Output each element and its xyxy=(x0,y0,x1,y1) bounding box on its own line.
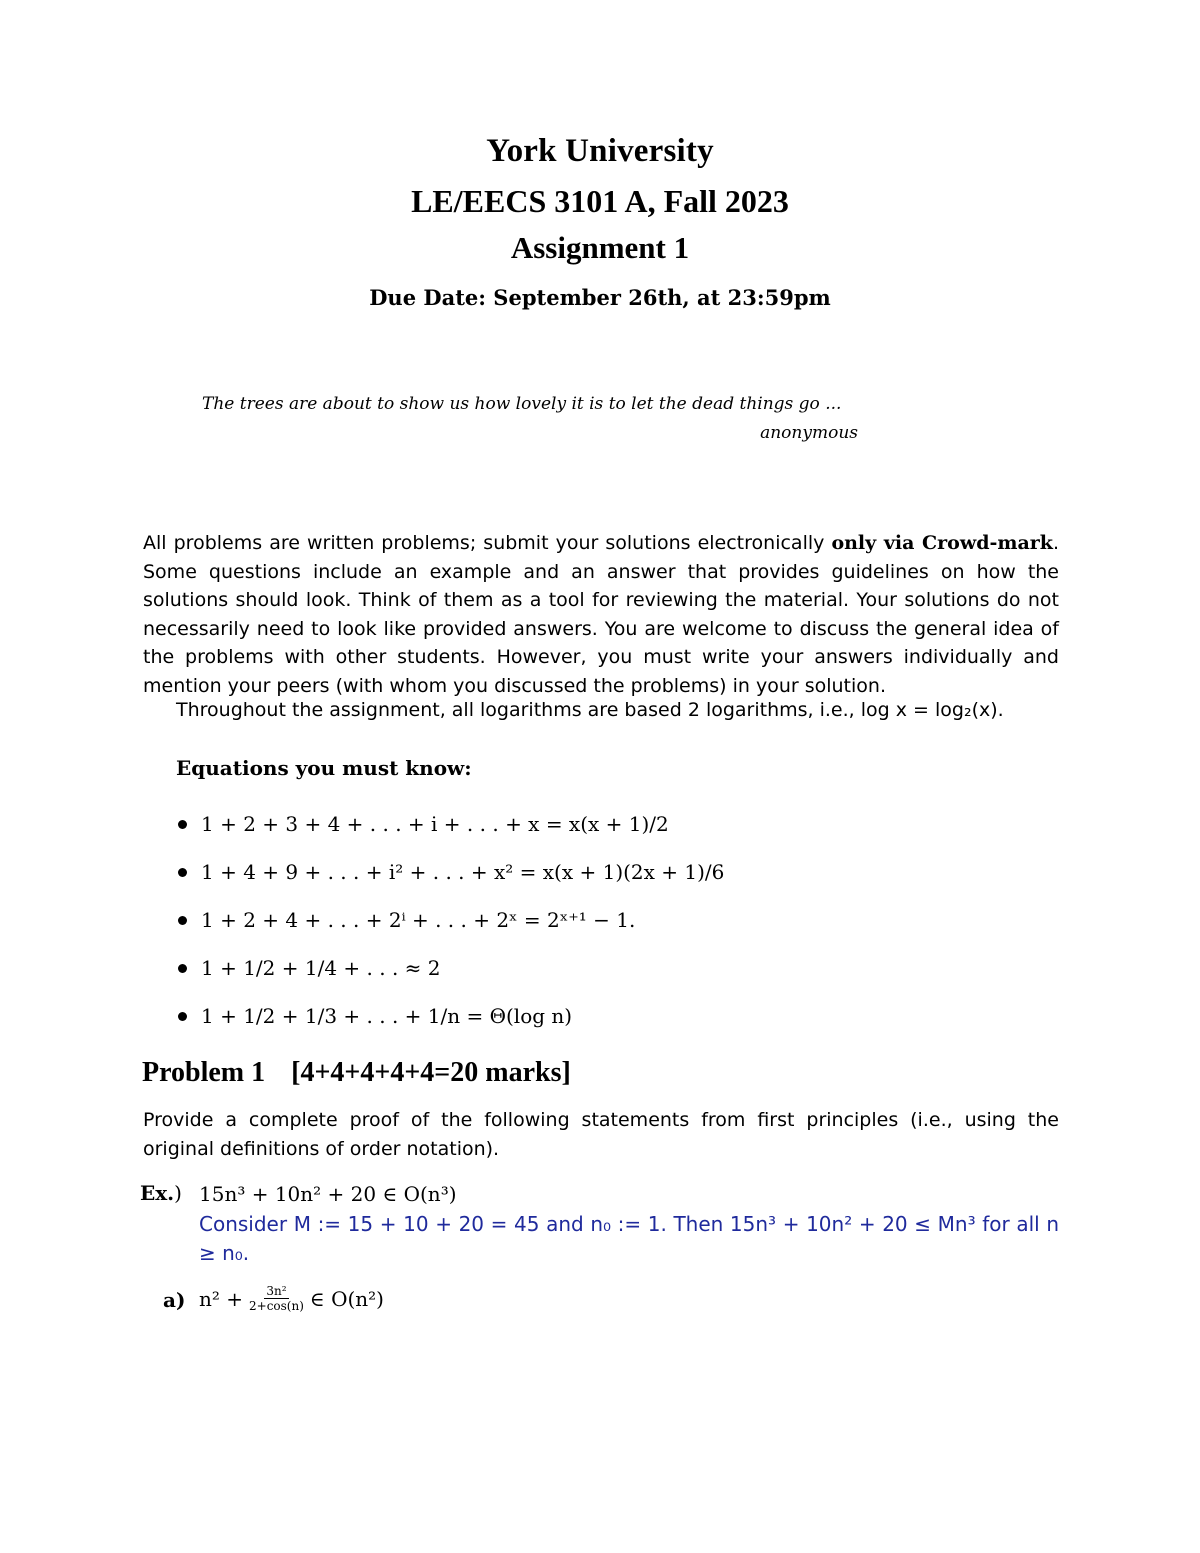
bullet-icon xyxy=(178,820,187,829)
equations-list xyxy=(176,800,724,1040)
course-title: LE/EECS 3101 A, Fall 2023 xyxy=(411,183,789,219)
equation: 1 + 4 + 9 + . . . + i² + . . . + x² = x(x + 1)(2x + 1)/6 xyxy=(201,860,725,884)
part-a-statement xyxy=(199,1284,384,1313)
part-a-label: a) xyxy=(163,1288,186,1312)
problem-1-title: Problem 1 xyxy=(142,1057,266,1088)
fraction-denominator: 2+cos(n) xyxy=(249,1299,304,1313)
fraction-numerator: 3n² xyxy=(266,1284,287,1298)
due-date: Due Date: September 26th, at 23:59pm xyxy=(369,285,831,310)
bullet-icon xyxy=(178,916,187,925)
bullet-icon xyxy=(178,868,187,877)
example-label: Ex.) xyxy=(140,1181,182,1205)
intro-text-2: . Some questions include an example and an answer that provides guidelines on how the solutions should look. Think of them as a tool for reviewing the material. Your solutions do not necessarily need to look like provided answers. You are welcome to discuss the general idea of the problems with other students. However, you must write your answers individually and mention your peers (with whom you discussed the problems) in your solution. xyxy=(143,532,1059,697)
epigraph-author: anonymous xyxy=(760,423,858,443)
bullet-icon xyxy=(178,964,187,973)
bullet-icon xyxy=(178,1012,187,1021)
intro-text-1: All problems are written problems; submit your solutions electronically xyxy=(143,532,832,554)
log-note: Throughout the assignment, all logarithms are based 2 logarithms, i.e., log x = log₂(x). xyxy=(176,699,1004,721)
intro-bold: only via Crowd-mark xyxy=(831,532,1053,554)
example-answer: Consider M := 15 + 10 + 20 = 45 and n₀ := 1. Then 15n³ + 10n² + 20 ≤ Mn³ for all n ≥ n₀. xyxy=(199,1212,1059,1265)
problem-1-marks: [4+4+4+4+4=20 marks] xyxy=(291,1057,571,1088)
equation: 1 + 1/2 + 1/3 + . . . + 1/n = Θ(log n) xyxy=(201,1004,573,1028)
list-item xyxy=(176,800,724,848)
equation: 1 + 2 + 4 + . . . + 2ⁱ + . . . + 2ˣ = 2ˣ⁺¹ − 1. xyxy=(201,908,636,932)
list-item xyxy=(176,944,724,992)
equation: 1 + 1/2 + 1/4 + . . . ≈ 2 xyxy=(201,956,441,980)
problem-1-description: Provide a complete proof of the following statements from first principles (i.e., using the original definitions of order notation). xyxy=(143,1109,1059,1160)
example-label-text: Ex. xyxy=(140,1181,175,1205)
equations-heading: Equations you must know: xyxy=(176,756,472,780)
assignment-title: Assignment 1 xyxy=(510,230,690,265)
university-title: York University xyxy=(486,133,714,169)
part-a-rhs: ∈ O(n²) xyxy=(309,1286,384,1311)
example-statement: 15n³ + 10n² + 20 ∈ O(n³) xyxy=(199,1182,457,1206)
equation: 1 + 2 + 3 + 4 + . . . + i + . . . + x = x(x + 1)/2 xyxy=(201,812,669,836)
part-a-fraction xyxy=(247,1284,306,1313)
problem-1-heading xyxy=(142,1057,571,1089)
list-item xyxy=(176,848,724,896)
intro-paragraph xyxy=(143,529,1059,701)
list-item xyxy=(176,896,724,944)
list-item xyxy=(176,992,724,1040)
epigraph-quote: The trees are about to show us how lovely it is to let the dead things go ... xyxy=(202,394,842,414)
part-a-lhs: n² + xyxy=(199,1286,244,1311)
